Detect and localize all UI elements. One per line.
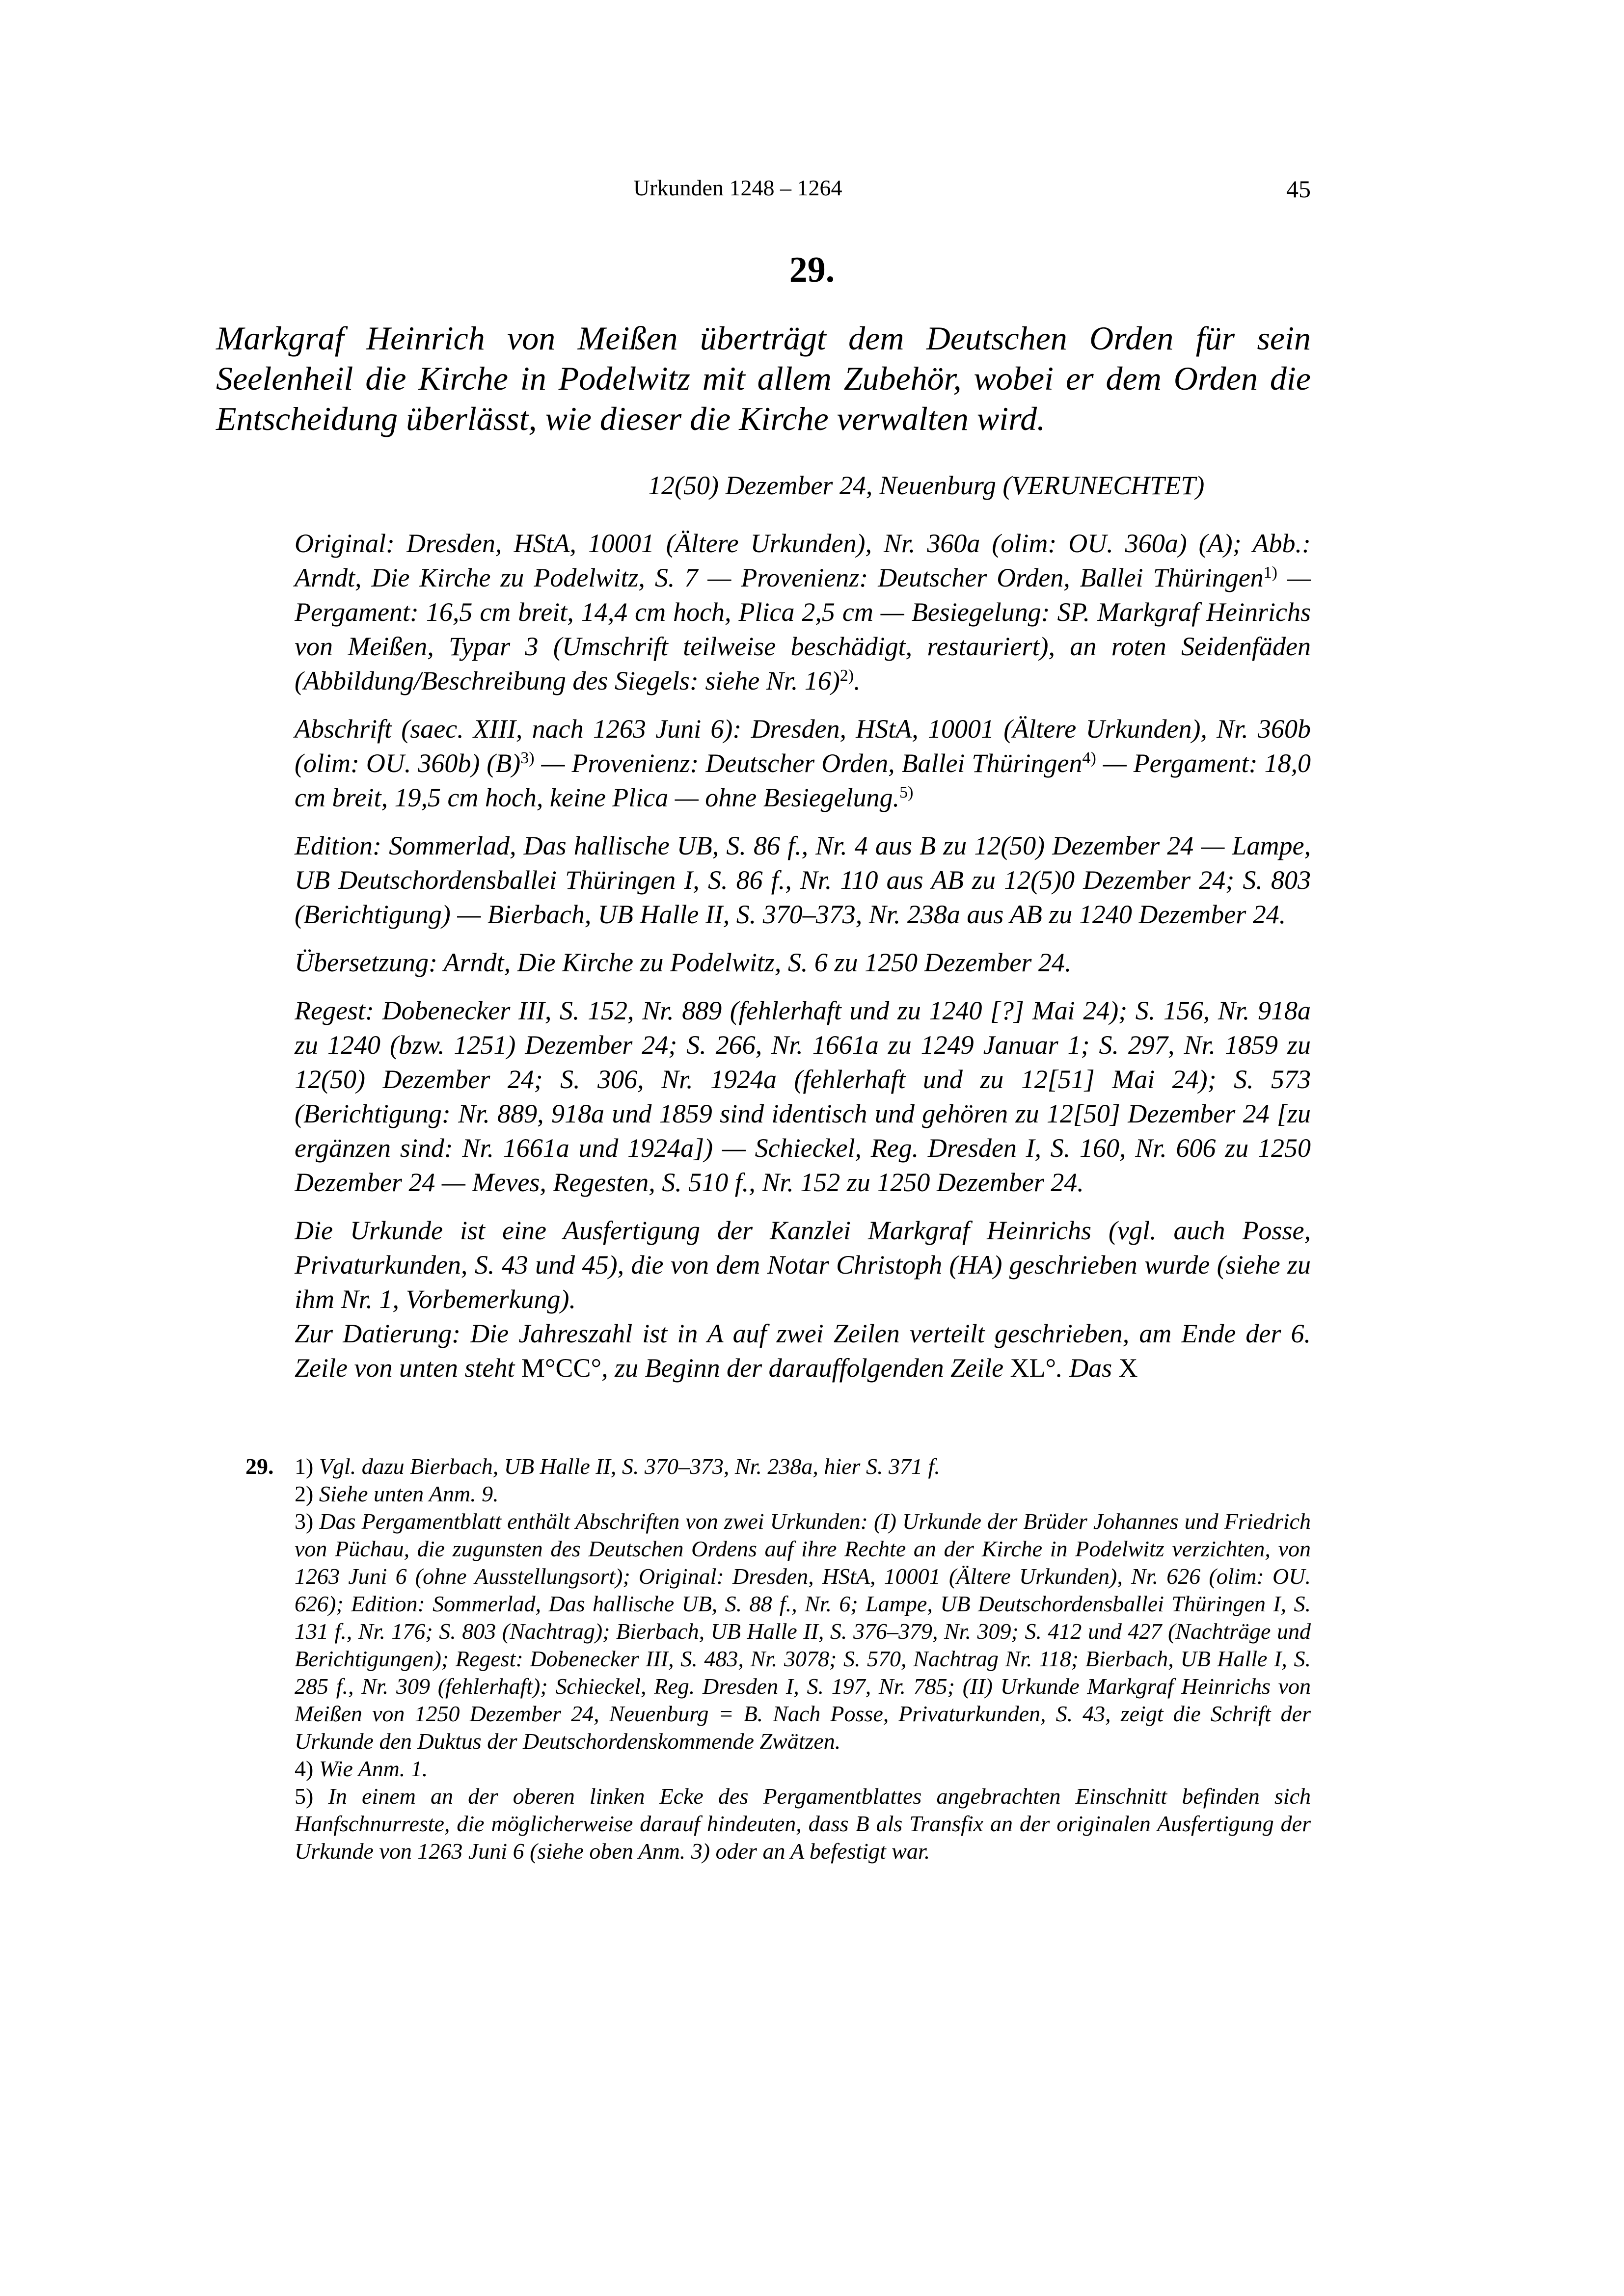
footnote-ref: 4): [1082, 749, 1096, 767]
footnotes: [245, 1453, 1311, 1865]
regest-summary: Markgraf Heinrich von Meißen überträgt dem Deutschen Orden für sein Seelenheil die Kirche in Podelwitz mit allem Zubehör, wobei er dem Orden die Entscheidung überlässt, wie dieser die Kirche verwalten wird.: [216, 320, 1311, 437]
footnote-ref: 1): [1263, 563, 1277, 582]
translation-reference: Übersetzung: Arndt, Die Kirche zu Podelwitz, S. 6 zu 1250 Dezember 24.: [295, 948, 1072, 977]
running-title: Urkunden 1248 – 1264: [633, 175, 842, 200]
document-number: 29.: [789, 250, 835, 290]
footnote-ref: 5): [899, 783, 914, 801]
footnote-list: [295, 1453, 1311, 1865]
footnote-item: 3) Das Pergamentblatt enthält Abschriften von zwei Urkunden: (I) Urkunde der Brüder Johannes und Friedrich von Püchau, die zugunsten des Deutschen Ordens auf ihre Rechte an der Kirche in Podelwitz verzichten, von 1263 Juni 6 (ohne Ausstellungsort); Original: Dresden, HStA, 10001 (Ältere Urkunden), Nr. 626 (olim: OU. 626); Edition: Sommerlad, Das hallische UB, S. 88 f., Nr. 6; Lampe, UB Deutschordensballei Thüringen I, S. 131 f., Nr. 176; S. 803 (Nachtrag); Bierbach, UB Halle II, S. 376–379, Nr. 309; S. 412 und 427 (Nachträge und Berichtigungen); Regest: Dobenecker III, S. 483, Nr. 3078; S. 570, Nachtrag Nr. 118; Bierbach, UB Halle I, S. 285 f., Nr. 309 (fehlerhaft); Schieckel, Reg. Dresden I, S. 197, Nr. 785; (II) Urkunde Markgraf Heinrichs von Meißen von 1250 Dezember 24, Neuenburg = B. Nach Posse, Privaturkunden, S. 43, zeigt die Schrift der Urkunde den Duktus der Deutschordenskommende Zwätzen.: [295, 1509, 1311, 1754]
footnote-item: 2) Siehe unten Anm. 9.: [295, 1481, 499, 1506]
footnotes-label: 29.: [245, 1454, 274, 1479]
copy-description: Abschrift (saec. XIII, nach 1263 Juni 6): Dresden, HStA, 10001 (Ältere Urkunden), Nr. 360b (olim: OU. 360b) $(B)^{3)}$ — Provenienz: Deutscher Orden, Ballei Thüringen$^{4)}$ — Pergament: 18,0 cm breit, 19,5 cm hoch, keine Plica — ohne Besiegelung.$^{5)}$: [295, 714, 1311, 812]
edition-references: Edition: Sommerlad, Das hallische UB, S. 86 f., Nr. 4 aus B zu 12(50) Dezember 24 — Lampe, UB Deutschordensballei Thüringen I, S. 86 f., Nr. 110 aus AB zu 12(5)0 Dezember 24; S. 803 (Berichtigung) — Bierbach, UB Halle II, S. 370–373, Nr. 238a aus AB zu 1240 Dezember 24.: [295, 831, 1311, 929]
footnote-item: 4) Wie Anm. 1.: [295, 1756, 428, 1781]
footnote-item: 5) In einem an der oberen linken Ecke des Pergamentblattes angebrachten Einschnitt befinden sich Hanfschnurreste, die möglicherweise darauf hindeuten, dass B als Transfix an der originalen Ausfertigung der Urkunde von 1263 Juni 6 (siehe oben Anm. 3) oder an A befestigt war.: [295, 1784, 1311, 1864]
footnote-ref: 2): [839, 667, 854, 685]
running-header: [216, 175, 1311, 209]
page-number: 45: [1286, 175, 1311, 203]
footnote-item: 1) Vgl. dazu Bierbach, UB Halle II, S. 370–373, Nr. 238a, hier S. 371 f.: [295, 1454, 940, 1479]
regest-references: Regest: Dobenecker III, S. 152, Nr. 889 (fehlerhaft und zu 1240 [?] Mai 24); S. 156, Nr. 918a zu 1240 (bzw. 1251) Dezember 24; S. 266, Nr. 1661a zu 1249 Januar 1; S. 297, Nr. 1859 zu 12(50) Dezember 24; S. 306, Nr. 1924a (fehlerhaft und zu 12[51] Mai 24); S. 573 (Berichtigung: Nr. 889, 918a und 1859 sind identisch und gehören zu 12[50] Dezember 24 [zu ergänzen sind: Nr. 1661a und 1924a]) — Schieckel, Reg. Dresden I, S. 160, Nr. 606 zu 1250 Dezember 24 — Meves, Regesten, S. 510 f., Nr. 152 zu 1250 Dezember 24.: [295, 996, 1311, 1197]
document-dating: 12(50) Dezember 24, Neuenburg (VERUNECHTET): [648, 471, 1205, 500]
dating-remark: Zur Datierung: Die Jahreszahl ist in A auf zwei Zeilen verteilt geschrieben, am Ende der 6. Zeile von unten steht M°CC°, zu Beginn der darauffolgenden Zeile XL°. Das X: [295, 1319, 1311, 1383]
original-description: Original: Dresden, HStA, 10001 (Ältere Urkunden), Nr. 360a (olim: OU. 360a) (A); Abb.: Arndt, Die Kirche zu Podelwitz, S. 7 — Provenienz: Deutscher Orden, Ballei Thüringen$^{1)}$ — Pergament: 16,5 cm breit, 14,4 cm hoch, Plica 2,5 cm — Besiegelung: SP. Markgraf Heinrichs von Meißen, Typar 3 (Umschrift teilweise beschädigt, restauriert), an roten Seidenfäden (Abbildung/Beschreibung des Siegels: siehe Nr. 16)$^{2)}$.: [295, 529, 1311, 695]
preliminary-remark: Die Urkunde ist eine Ausfertigung der Kanzlei Markgraf Heinrichs (vgl. auch Posse, Privaturkunden, S. 43 und 45), die von dem Notar Christoph (HA) geschrieben wurde (siehe zu ihm Nr. 1, Vorbemerkung).: [295, 1216, 1311, 1314]
footnote-ref: 3): [520, 749, 535, 767]
critical-apparatus: [295, 526, 1311, 1399]
